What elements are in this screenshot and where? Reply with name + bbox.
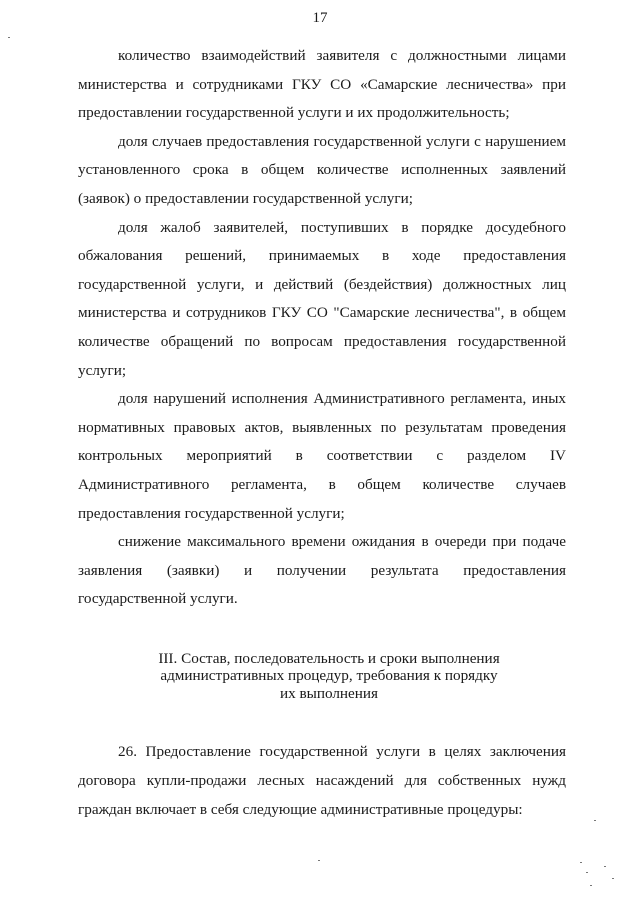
scan-speck (580, 862, 582, 863)
scan-speck (8, 37, 10, 38)
document-body (78, 42, 566, 824)
paragraph: доля жалоб заявителей, поступивших в порядке досудебного обжалования решений, принимаемых в ходе предоставления государственной услуги, и действий (бездействия) должностных лиц министерства и сотрудников ГКУ СО "Самарские лесничества", в общем количестве обращений по вопросам предоставления государственной услуги; (78, 218, 566, 379)
paragraph: снижение максимального времени ожидания в очереди при подаче заявления (заявки) и получении результата предоставления государственной услуги. (78, 533, 566, 608)
section-heading-line: их выполнения (279, 684, 379, 702)
section-heading-line: III. Состав, последовательность и сроки выполнения (158, 649, 500, 667)
scan-speck (590, 885, 592, 886)
scan-speck (604, 866, 606, 867)
paragraph: доля нарушений исполнения Административного регламента, иных нормативных правовых актов, выявленных по результатам проведения контрольных мероприятий в соответствии с разделом IV Административного регламента, в общем количестве случаев предоставления государственной услуги; (78, 390, 566, 522)
scan-speck (612, 878, 614, 879)
scan-speck (586, 872, 588, 873)
section-heading (78, 650, 566, 703)
paragraph: доля случаев предоставления государственной услуги с нарушением установленного срока в общем количестве исполненных заявлений (заявок) о предоставлении государственной услуги; (78, 132, 566, 207)
closing-paragraph: 26. Предоставление государственной услуги в целях заключения договора купли-продажи лесных насаждений для собственных нужд граждан включает в себя следующие административные процедуры: (78, 743, 566, 818)
section-heading-line: административных процедур, требования к порядку (160, 667, 498, 685)
page-number: 17 (312, 10, 328, 26)
scan-speck (318, 860, 320, 861)
paragraph: количество взаимодействий заявителя с должностными лицами министерства и сотрудниками ГКУ СО «Самарские лесничества» при предоставлении государственной услуги и их продолжительность; (78, 47, 566, 122)
scan-speck (594, 820, 596, 821)
